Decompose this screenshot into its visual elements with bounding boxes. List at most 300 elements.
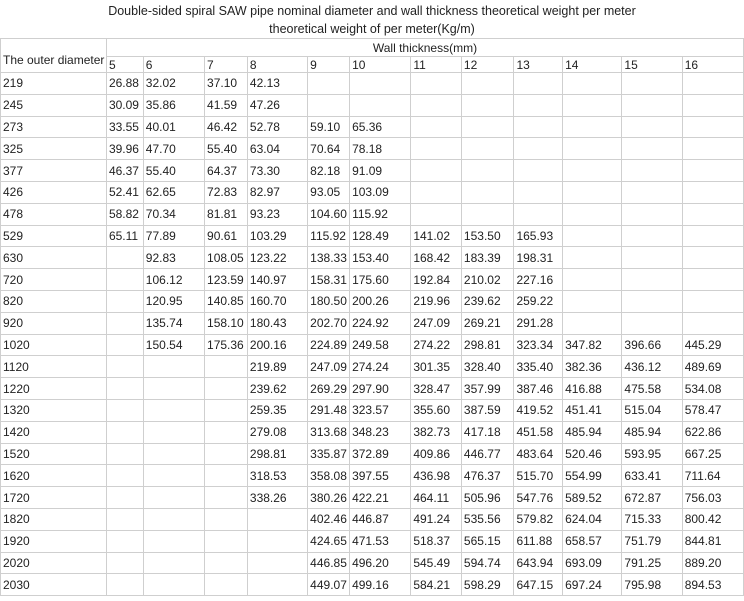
weight-cell <box>682 138 743 160</box>
weight-cell: 47.70 <box>143 138 204 160</box>
weight-cell: 436.12 <box>622 356 682 378</box>
weight-cell: 224.92 <box>350 312 411 334</box>
weight-cell <box>106 334 143 356</box>
weight-cell: 298.81 <box>247 443 307 465</box>
weight-cell: 451.58 <box>514 421 563 443</box>
weight-cell <box>461 138 514 160</box>
weight-cell: 41.59 <box>205 94 248 116</box>
weight-cell <box>205 574 248 596</box>
weight-cell: 219.89 <box>247 356 307 378</box>
thickness-header: 12 <box>461 57 514 73</box>
weight-cell: 417.18 <box>461 421 514 443</box>
weight-cell <box>622 269 682 291</box>
weight-cell: 65.36 <box>350 116 411 138</box>
table-row <box>1 465 744 487</box>
weight-cell: 496.20 <box>350 552 411 574</box>
weight-cell <box>563 290 622 312</box>
outer-diameter-cell: 1520 <box>1 443 107 465</box>
table-row <box>1 290 744 312</box>
thickness-header: 14 <box>563 57 622 73</box>
weight-cell: 46.42 <box>205 116 248 138</box>
weight-cell: 103.29 <box>247 225 307 247</box>
weight-cell: 93.23 <box>247 203 307 225</box>
table-row <box>1 160 744 182</box>
weight-cell <box>461 73 514 95</box>
weight-cell: 751.79 <box>622 530 682 552</box>
table-row <box>1 247 744 269</box>
weight-cell <box>461 181 514 203</box>
weight-cell <box>682 94 743 116</box>
weight-cell: 227.16 <box>514 269 563 291</box>
table-row <box>1 269 744 291</box>
weight-cell: 120.95 <box>143 290 204 312</box>
weight-cell: 382.73 <box>411 421 462 443</box>
weight-cell: 711.64 <box>682 465 743 487</box>
weight-cell <box>622 73 682 95</box>
thickness-header: 16 <box>682 57 743 73</box>
weight-cell: 535.56 <box>461 508 514 530</box>
weight-cell: 180.43 <box>247 312 307 334</box>
weight-cell <box>514 203 563 225</box>
weight-cell: 643.94 <box>514 552 563 574</box>
weight-cell: 505.96 <box>461 487 514 509</box>
weight-cell: 518.37 <box>411 530 462 552</box>
weight-cell: 65.11 <box>106 225 143 247</box>
weight-cell: 135.74 <box>143 312 204 334</box>
weight-cell: 483.64 <box>514 443 563 465</box>
weight-cell: 32.02 <box>143 73 204 95</box>
weight-cell: 889.20 <box>682 552 743 574</box>
table-row <box>1 552 744 574</box>
weight-cell: 175.36 <box>205 334 248 356</box>
weight-cell: 894.53 <box>682 574 743 596</box>
outer-diameter-cell: 1620 <box>1 465 107 487</box>
weight-cell: 168.42 <box>411 247 462 269</box>
weight-cell: 202.70 <box>308 312 350 334</box>
weight-cell <box>622 290 682 312</box>
weight-cell <box>143 399 204 421</box>
weight-cell: 667.25 <box>682 443 743 465</box>
weight-cell <box>411 138 462 160</box>
weight-cell: 451.41 <box>563 399 622 421</box>
weight-cell: 323.57 <box>350 399 411 421</box>
weight-cell: 40.01 <box>143 116 204 138</box>
weight-cell <box>143 574 204 596</box>
table-row <box>1 181 744 203</box>
weight-cell: 198.31 <box>514 247 563 269</box>
weight-cell <box>205 465 248 487</box>
weight-cell: 313.68 <box>308 421 350 443</box>
weight-cell <box>106 269 143 291</box>
weight-cell: 55.40 <box>143 160 204 182</box>
weight-cell <box>563 94 622 116</box>
weight-cell <box>106 552 143 574</box>
weight-cell: 153.40 <box>350 247 411 269</box>
table-row <box>1 421 744 443</box>
weight-cell: 409.86 <box>411 443 462 465</box>
weight-cell: 274.24 <box>350 356 411 378</box>
table-row <box>1 203 744 225</box>
weight-cell <box>411 94 462 116</box>
weight-cell: 128.49 <box>350 225 411 247</box>
table-row <box>1 334 744 356</box>
weight-cell <box>682 181 743 203</box>
thickness-header: 15 <box>622 57 682 73</box>
weight-cell <box>563 160 622 182</box>
weight-cell <box>106 443 143 465</box>
wall-thickness-header: Wall thickness(mm) <box>106 39 743 57</box>
weight-cell: 153.50 <box>461 225 514 247</box>
weight-cell: 123.59 <box>205 269 248 291</box>
outer-diameter-cell: 1320 <box>1 399 107 421</box>
weight-cell <box>205 530 248 552</box>
outer-diameter-cell: 820 <box>1 290 107 312</box>
weight-cell: 115.92 <box>308 225 350 247</box>
weight-cell: 70.64 <box>308 138 350 160</box>
weight-cell: 210.02 <box>461 269 514 291</box>
weight-cell: 138.33 <box>308 247 350 269</box>
weight-cell: 247.09 <box>411 312 462 334</box>
weight-cell: 52.41 <box>106 181 143 203</box>
weight-cell: 140.85 <box>205 290 248 312</box>
weight-cell: 565.15 <box>461 530 514 552</box>
weight-cell: 446.77 <box>461 443 514 465</box>
outer-diameter-cell: 1020 <box>1 334 107 356</box>
weight-cell <box>143 552 204 574</box>
weight-cell: 449.07 <box>308 574 350 596</box>
weight-cell <box>411 160 462 182</box>
weight-cell <box>622 116 682 138</box>
table-row <box>1 138 744 160</box>
table-row <box>1 530 744 552</box>
outer-diameter-cell: 630 <box>1 247 107 269</box>
weight-cell: 91.09 <box>350 160 411 182</box>
weight-cell: 791.25 <box>622 552 682 574</box>
outer-diameter-cell: 1220 <box>1 378 107 400</box>
weight-cell <box>461 94 514 116</box>
weight-cell <box>106 312 143 334</box>
weight-cell: 471.53 <box>350 530 411 552</box>
weight-cell: 396.66 <box>622 334 682 356</box>
weight-cell: 73.30 <box>247 160 307 182</box>
weight-cell: 62.65 <box>143 181 204 203</box>
weight-cell: 70.34 <box>143 203 204 225</box>
weight-cell: 249.58 <box>350 334 411 356</box>
weight-cell: 259.35 <box>247 399 307 421</box>
weight-cell <box>622 160 682 182</box>
weight-cell: 436.98 <box>411 465 462 487</box>
weight-cell: 357.99 <box>461 378 514 400</box>
outer-diameter-cell: 1820 <box>1 508 107 530</box>
table-row <box>1 378 744 400</box>
weight-cell <box>350 94 411 116</box>
weight-cell <box>106 465 143 487</box>
weight-cell <box>411 73 462 95</box>
weight-cell: 554.99 <box>563 465 622 487</box>
weight-cell: 269.21 <box>461 312 514 334</box>
weight-cell: 180.50 <box>308 290 350 312</box>
outer-diameter-cell: 2030 <box>1 574 107 596</box>
weight-cell: 446.85 <box>308 552 350 574</box>
weight-cell: 445.29 <box>682 334 743 356</box>
weight-cell: 72.83 <box>205 181 248 203</box>
weight-cell: 387.46 <box>514 378 563 400</box>
weight-cell: 247.09 <box>308 356 350 378</box>
table-row <box>1 399 744 421</box>
weight-cell <box>461 203 514 225</box>
weight-cell <box>682 73 743 95</box>
weight-cell <box>143 487 204 509</box>
weight-cell <box>205 356 248 378</box>
weight-cell: 499.16 <box>350 574 411 596</box>
weight-cell <box>622 94 682 116</box>
outer-diameter-cell: 2020 <box>1 552 107 574</box>
weight-cell: 175.60 <box>350 269 411 291</box>
weight-cell: 348.23 <box>350 421 411 443</box>
weight-cell: 183.39 <box>461 247 514 269</box>
outer-diameter-cell: 478 <box>1 203 107 225</box>
weight-cell: 82.97 <box>247 181 307 203</box>
weight-cell: 81.81 <box>205 203 248 225</box>
outer-diameter-cell: 219 <box>1 73 107 95</box>
weight-cell: 594.74 <box>461 552 514 574</box>
weight-cell <box>622 312 682 334</box>
weight-cell: 291.48 <box>308 399 350 421</box>
weight-cell <box>563 138 622 160</box>
weight-cell <box>247 530 307 552</box>
weight-cell: 355.60 <box>411 399 462 421</box>
weight-cell: 335.40 <box>514 356 563 378</box>
thickness-header: 11 <box>411 57 462 73</box>
weight-cell: 715.33 <box>622 508 682 530</box>
weight-cell: 579.82 <box>514 508 563 530</box>
weight-cell <box>563 312 622 334</box>
weight-cell: 64.37 <box>205 160 248 182</box>
weight-cell <box>411 181 462 203</box>
weight-cell: 219.96 <box>411 290 462 312</box>
weight-cell: 547.76 <box>514 487 563 509</box>
weight-cell <box>308 94 350 116</box>
weight-cell: 140.97 <box>247 269 307 291</box>
weight-cell: 844.81 <box>682 530 743 552</box>
weight-cell: 382.36 <box>563 356 622 378</box>
outer-diameter-cell: 1720 <box>1 487 107 509</box>
weight-cell <box>682 225 743 247</box>
weight-cell <box>563 73 622 95</box>
weight-cell: 578.47 <box>682 399 743 421</box>
weight-cell: 200.26 <box>350 290 411 312</box>
weight-cell: 584.21 <box>411 574 462 596</box>
outer-diameter-cell: 377 <box>1 160 107 182</box>
weight-cell: 259.22 <box>514 290 563 312</box>
weight-cell <box>205 421 248 443</box>
weight-table <box>0 38 744 596</box>
thickness-header: 13 <box>514 57 563 73</box>
weight-cell: 291.28 <box>514 312 563 334</box>
weight-cell: 622.86 <box>682 421 743 443</box>
weight-cell: 658.57 <box>563 530 622 552</box>
weight-cell <box>205 378 248 400</box>
weight-cell <box>514 73 563 95</box>
weight-cell: 59.10 <box>308 116 350 138</box>
weight-cell <box>247 574 307 596</box>
weight-cell: 800.42 <box>682 508 743 530</box>
weight-cell: 534.08 <box>682 378 743 400</box>
weight-cell <box>205 552 248 574</box>
weight-cell: 358.08 <box>308 465 350 487</box>
weight-cell: 165.93 <box>514 225 563 247</box>
weight-cell <box>106 530 143 552</box>
weight-cell <box>247 552 307 574</box>
weight-cell <box>563 225 622 247</box>
weight-cell <box>563 269 622 291</box>
table-row <box>1 508 744 530</box>
table-row <box>1 94 744 116</box>
outer-diameter-cell: 1920 <box>1 530 107 552</box>
weight-cell: 328.40 <box>461 356 514 378</box>
outer-diameter-cell: 529 <box>1 225 107 247</box>
weight-cell: 160.70 <box>247 290 307 312</box>
weight-cell <box>247 508 307 530</box>
outer-diameter-cell: 720 <box>1 269 107 291</box>
weight-cell <box>143 465 204 487</box>
weight-cell: 475.58 <box>622 378 682 400</box>
weight-cell <box>622 138 682 160</box>
weight-cell: 795.98 <box>622 574 682 596</box>
weight-cell: 318.53 <box>247 465 307 487</box>
weight-cell <box>622 203 682 225</box>
weight-cell <box>205 443 248 465</box>
weight-cell <box>682 203 743 225</box>
table-row <box>1 73 744 95</box>
weight-cell <box>514 116 563 138</box>
weight-cell: 77.89 <box>143 225 204 247</box>
weight-cell: 63.04 <box>247 138 307 160</box>
outer-diameter-cell: 1120 <box>1 356 107 378</box>
weight-cell <box>514 94 563 116</box>
weight-cell: 26.88 <box>106 73 143 95</box>
thickness-header: 7 <box>205 57 248 73</box>
weight-cell: 476.37 <box>461 465 514 487</box>
weight-cell <box>143 530 204 552</box>
weight-cell <box>514 138 563 160</box>
table-title: Double-sided spiral SAW pipe nominal diameter and wall thickness theoretical weight per meter <box>108 4 636 18</box>
weight-cell: 90.61 <box>205 225 248 247</box>
weight-cell <box>106 290 143 312</box>
header-row-1 <box>1 39 744 57</box>
weight-cell: 30.09 <box>106 94 143 116</box>
weight-cell: 598.29 <box>461 574 514 596</box>
weight-cell: 301.35 <box>411 356 462 378</box>
weight-cell: 416.88 <box>563 378 622 400</box>
weight-cell: 298.81 <box>461 334 514 356</box>
weight-cell <box>106 508 143 530</box>
weight-cell: 58.82 <box>106 203 143 225</box>
weight-cell <box>143 356 204 378</box>
weight-cell: 39.96 <box>106 138 143 160</box>
weight-cell: 611.88 <box>514 530 563 552</box>
weight-cell: 697.24 <box>563 574 622 596</box>
weight-cell: 446.87 <box>350 508 411 530</box>
weight-cell: 297.90 <box>350 378 411 400</box>
weight-cell: 402.46 <box>308 508 350 530</box>
weight-cell: 328.47 <box>411 378 462 400</box>
weight-cell: 150.54 <box>143 334 204 356</box>
weight-cell: 633.41 <box>622 465 682 487</box>
table-row <box>1 312 744 334</box>
table-row <box>1 356 744 378</box>
weight-cell: 92.83 <box>143 247 204 269</box>
weight-cell: 593.95 <box>622 443 682 465</box>
weight-cell <box>205 487 248 509</box>
thickness-header: 10 <box>350 57 411 73</box>
weight-cell <box>461 116 514 138</box>
weight-cell: 141.02 <box>411 225 462 247</box>
thickness-header: 8 <box>247 57 307 73</box>
weight-cell: 82.18 <box>308 160 350 182</box>
weight-cell <box>411 116 462 138</box>
outer-diameter-cell: 245 <box>1 94 107 116</box>
thickness-header: 6 <box>143 57 204 73</box>
weight-cell: 323.34 <box>514 334 563 356</box>
weight-cell: 419.52 <box>514 399 563 421</box>
weight-cell: 42.13 <box>247 73 307 95</box>
weight-cell: 693.09 <box>563 552 622 574</box>
weight-cell: 422.21 <box>350 487 411 509</box>
weight-cell: 47.26 <box>247 94 307 116</box>
thickness-header: 5 <box>106 57 143 73</box>
weight-cell: 192.84 <box>411 269 462 291</box>
outer-diameter-cell: 1420 <box>1 421 107 443</box>
weight-cell: 397.55 <box>350 465 411 487</box>
weight-cell: 108.05 <box>205 247 248 269</box>
table-row <box>1 487 744 509</box>
weight-cell <box>106 378 143 400</box>
weight-cell: 589.52 <box>563 487 622 509</box>
weight-cell: 239.62 <box>461 290 514 312</box>
outer-diameter-cell: 325 <box>1 138 107 160</box>
weight-cell: 104.60 <box>308 203 350 225</box>
weight-cell: 106.12 <box>143 269 204 291</box>
weight-cell <box>106 356 143 378</box>
weight-cell: 33.55 <box>106 116 143 138</box>
weight-cell <box>143 378 204 400</box>
weight-cell <box>682 290 743 312</box>
weight-cell: 756.03 <box>682 487 743 509</box>
weight-cell <box>563 247 622 269</box>
weight-cell: 158.31 <box>308 269 350 291</box>
table-row <box>1 116 744 138</box>
weight-cell <box>563 203 622 225</box>
weight-cell <box>143 443 204 465</box>
weight-cell <box>308 73 350 95</box>
weight-cell: 269.29 <box>308 378 350 400</box>
weight-cell: 200.16 <box>247 334 307 356</box>
thickness-header: 9 <box>308 57 350 73</box>
weight-cell <box>205 399 248 421</box>
weight-cell: 347.82 <box>563 334 622 356</box>
weight-cell <box>682 116 743 138</box>
weight-cell <box>622 181 682 203</box>
weight-cell <box>143 421 204 443</box>
outer-diameter-cell: 273 <box>1 116 107 138</box>
weight-cell: 424.65 <box>308 530 350 552</box>
weight-cell <box>563 116 622 138</box>
outer-diameter-header: The outer diameter <box>1 39 107 73</box>
weight-cell: 123.22 <box>247 247 307 269</box>
weight-cell <box>143 508 204 530</box>
weight-cell <box>514 181 563 203</box>
